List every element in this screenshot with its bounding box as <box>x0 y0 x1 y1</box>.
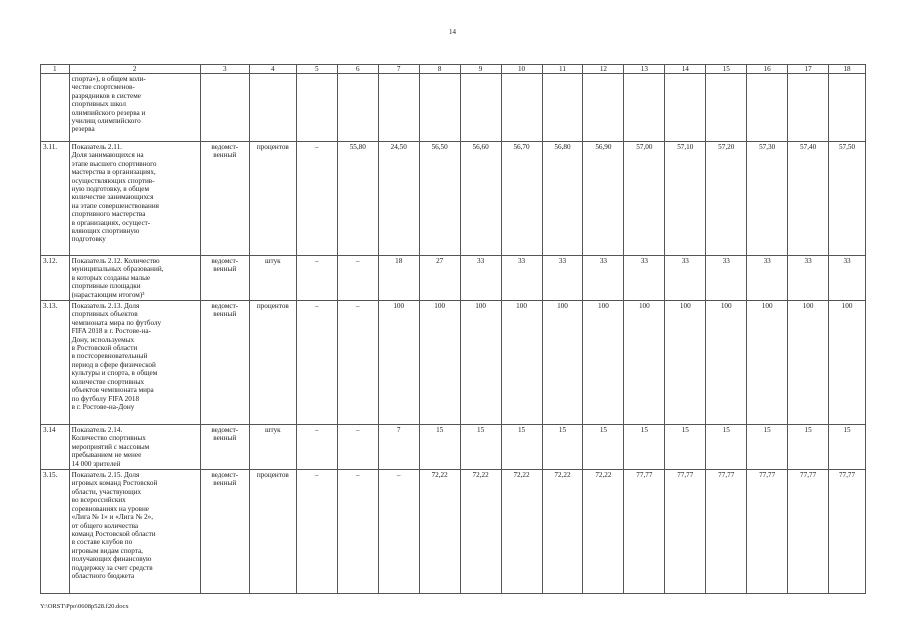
value-cell: 72,22 <box>583 470 624 594</box>
value-cell: 15 <box>706 425 747 470</box>
value-cell: 15 <box>788 425 829 470</box>
column-number-1: 1 <box>41 65 70 74</box>
value-cell <box>665 74 706 142</box>
value-cell <box>378 74 419 142</box>
value-cell <box>747 74 788 142</box>
unit-of-measure: процентов <box>249 470 296 594</box>
value-cell: 100 <box>829 301 866 425</box>
column-number-14: 14 <box>665 65 706 74</box>
value-cell <box>829 74 866 142</box>
value-cell: 77,77 <box>706 470 747 594</box>
value-cell: 72,22 <box>419 470 460 594</box>
unit-of-measure: штук <box>249 425 296 470</box>
value-cell: – <box>378 470 419 594</box>
value-cell: 72,22 <box>460 470 501 594</box>
table-row <box>41 425 866 470</box>
value-cell: 100 <box>788 301 829 425</box>
value-cell: 7 <box>378 425 419 470</box>
value-cell: 100 <box>747 301 788 425</box>
value-cell: 100 <box>378 301 419 425</box>
value-cell: 33 <box>501 256 542 301</box>
value-cell: 15 <box>542 425 583 470</box>
table-row <box>41 256 866 301</box>
value-cell: 77,77 <box>665 470 706 594</box>
value-cell: – <box>337 256 378 301</box>
value-cell: 27 <box>419 256 460 301</box>
unit-of-measure: процентов <box>249 142 296 256</box>
value-cell: 33 <box>706 256 747 301</box>
value-cell: – <box>296 256 337 301</box>
table-row <box>41 142 866 256</box>
value-cell: 57,30 <box>747 142 788 256</box>
value-cell: 56,50 <box>419 142 460 256</box>
indicator-kind: ведомст- венный <box>200 425 249 470</box>
value-cell: 72,22 <box>501 470 542 594</box>
row-number: 3.14 <box>41 425 70 470</box>
column-number-11: 11 <box>542 65 583 74</box>
value-cell: 100 <box>501 301 542 425</box>
row-number: 3.13. <box>41 301 70 425</box>
value-cell: 77,77 <box>829 470 866 594</box>
value-cell: 77,77 <box>747 470 788 594</box>
column-number-18: 18 <box>829 65 866 74</box>
value-cell: – <box>296 142 337 256</box>
value-cell: 18 <box>378 256 419 301</box>
value-cell: – <box>296 470 337 594</box>
value-cell: 56,80 <box>542 142 583 256</box>
column-number-12: 12 <box>583 65 624 74</box>
value-cell: 72,22 <box>542 470 583 594</box>
value-cell: – <box>337 301 378 425</box>
indicator-name: спорта»), в общем коли- честве спортсменов- разрядников в системе спортивных школ олимпийского резерва и училищ олимпийского резерва <box>69 74 200 142</box>
value-cell: 57,00 <box>624 142 665 256</box>
column-number-4: 4 <box>249 65 296 74</box>
column-number-6: 6 <box>337 65 378 74</box>
value-cell: 56,90 <box>583 142 624 256</box>
column-number-9: 9 <box>460 65 501 74</box>
column-number-10: 10 <box>501 65 542 74</box>
row-number: 3.12. <box>41 256 70 301</box>
value-cell: 33 <box>788 256 829 301</box>
column-number-13: 13 <box>624 65 665 74</box>
value-cell: 33 <box>665 256 706 301</box>
column-number-row <box>41 65 866 74</box>
value-cell: 15 <box>583 425 624 470</box>
value-cell: 100 <box>624 301 665 425</box>
value-cell: 15 <box>665 425 706 470</box>
value-cell: 15 <box>747 425 788 470</box>
value-cell: 100 <box>460 301 501 425</box>
value-cell <box>624 74 665 142</box>
indicator-kind: ведомст- венный <box>200 142 249 256</box>
column-number-8: 8 <box>419 65 460 74</box>
value-cell: 77,77 <box>788 470 829 594</box>
indicators-table <box>40 64 866 594</box>
indicator-name: Показатель 2.15. Доля игровых команд Ростовской области, участвующих во всероссийских соревнованиях на уровне «Лига № 1» и «Лига № 2», от общего количества команд Ростовской области в составе клубов по игровым видам спорта, получающих финансовую поддержку за счет средств областного бюджета <box>69 470 200 594</box>
value-cell: 15 <box>501 425 542 470</box>
value-cell <box>337 74 378 142</box>
file-path-footer: Y:\ORST\Ppo\0608p528.f20.docx <box>40 603 129 610</box>
value-cell: 55,80 <box>337 142 378 256</box>
value-cell: 100 <box>665 301 706 425</box>
value-cell: 100 <box>542 301 583 425</box>
value-cell: 100 <box>419 301 460 425</box>
value-cell <box>583 74 624 142</box>
row-number: 3.15. <box>41 470 70 594</box>
row-number: 3.11. <box>41 142 70 256</box>
indicator-name: Показатель 2.12. Количество муниципальных образований, в которых созданы малые спортивные площадки (нарастающим итогом)³ <box>69 256 200 301</box>
value-cell: 24,50 <box>378 142 419 256</box>
unit-of-measure <box>249 74 296 142</box>
value-cell: 33 <box>747 256 788 301</box>
value-cell: 56,70 <box>501 142 542 256</box>
value-cell: 33 <box>624 256 665 301</box>
value-cell: 15 <box>460 425 501 470</box>
value-cell: 33 <box>583 256 624 301</box>
value-cell: – <box>296 301 337 425</box>
value-cell: – <box>337 425 378 470</box>
column-number-15: 15 <box>706 65 747 74</box>
column-number-3: 3 <box>200 65 249 74</box>
column-number-7: 7 <box>378 65 419 74</box>
value-cell: 57,50 <box>829 142 866 256</box>
value-cell: 57,40 <box>788 142 829 256</box>
table-row <box>41 301 866 425</box>
value-cell <box>788 74 829 142</box>
column-number-16: 16 <box>747 65 788 74</box>
value-cell <box>419 74 460 142</box>
value-cell: – <box>337 470 378 594</box>
table-row <box>41 74 866 142</box>
value-cell: 77,77 <box>624 470 665 594</box>
indicator-name: Показатель 2.13. Доля спортивных объектов чемпионата мира по футболу FIFA 2018 в г. Ростове-на- Дону, используемых в Ростовской области в постсоревновательный период в сфере физической культуры и спорта, в общем количестве спортивных объектов чемпионата мира по футболу FIFA 2018 в г. Ростове-на-Дону <box>69 301 200 425</box>
value-cell: 33 <box>829 256 866 301</box>
indicator-kind: ведомст- венный <box>200 256 249 301</box>
value-cell <box>460 74 501 142</box>
value-cell: 56,60 <box>460 142 501 256</box>
unit-of-measure: штук <box>249 256 296 301</box>
value-cell: – <box>296 425 337 470</box>
value-cell <box>501 74 542 142</box>
table-row <box>41 470 866 594</box>
indicator-name: Показатель 2.14. Количество спортивных мероприятий с массовым пребыванием не менее 14 000 зрителей <box>69 425 200 470</box>
column-number-17: 17 <box>788 65 829 74</box>
value-cell: 100 <box>583 301 624 425</box>
row-number <box>41 74 70 142</box>
value-cell: 33 <box>542 256 583 301</box>
value-cell <box>296 74 337 142</box>
value-cell: 100 <box>706 301 747 425</box>
value-cell: 57,10 <box>665 142 706 256</box>
indicator-kind <box>200 74 249 142</box>
indicator-name: Показатель 2.11. Доля занимающихся на этапе высшего спортивного мастерства в организациях, осуществляющих спортив- ную подготовку, в общем количестве занимающихся на этапе совершенствования спортивного мастерства в организациях, осущест- вляющих спортивную подготовку <box>69 142 200 256</box>
value-cell: 15 <box>829 425 866 470</box>
value-cell: 57,20 <box>706 142 747 256</box>
page-number: 14 <box>449 28 456 36</box>
column-number-2: 2 <box>69 65 200 74</box>
value-cell <box>542 74 583 142</box>
column-number-5: 5 <box>296 65 337 74</box>
value-cell <box>706 74 747 142</box>
indicator-kind: ведомст- венный <box>200 470 249 594</box>
value-cell: 33 <box>460 256 501 301</box>
value-cell: 15 <box>624 425 665 470</box>
value-cell: 15 <box>419 425 460 470</box>
indicator-kind: ведомст- венный <box>200 301 249 425</box>
unit-of-measure: процентов <box>249 301 296 425</box>
